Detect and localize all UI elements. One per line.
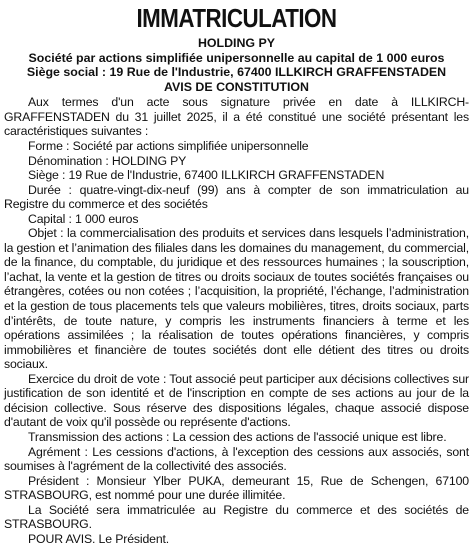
seat-line: Siège : 19 Rue de l'Industrie, 67400 ILLKIRCH GRAFFENSTADEN (28, 168, 385, 183)
purpose-paragraph: Objet : la commercialisation des produits et services dans lesquels l’administration, la gestion et l’animation des filiales dans les domaines du management, du commercial, de la finance, du comptable, du juridique et des ressources humaines ; la souscription, l’achat, la vente et la gestion de titres ou droits sociaux de toutes sociétés françaises ou étrangères, cotées ou non cotées ; l’acquisition, la propriété, l’échange, l’administration et la gestion de tous placements tels que valeurs mobilières, titres, droits sociaux, parts d’intérêts, de toute nature, y compris les instruments financiers à terme et les opérations assimilées ; la réalisation de toutes opérations financières, y compris immobilières et financière de toutes sociétés dont elle détient des titres ou droits sociaux. (4, 226, 469, 372)
head-office: Siège social : 19 Rue de l'Industrie, 67400 ILLKIRCH GRAFFENSTADEN (26, 65, 447, 80)
legal-form: Société par actions simplifiée unipersonnelle au capital de 1 000 euros (28, 50, 445, 65)
president-paragraph: Président : Monsieur Ylber PUKA, demeurant 15, Rue de Schengen, 67100 STRASBOURG, est nommé pour une durée illimitée. (4, 473, 469, 503)
page-title: IMMATRICULATION (136, 3, 337, 33)
form-line: Forme : Société par actions simplifiée unipersonnelle (28, 139, 309, 154)
notice-type: AVIS DE CONSTITUTION (163, 79, 310, 94)
intro-paragraph: Aux termes d'un acte sous signature privée en date à ILLKIRCH-GRAFFENSTADEN du 31 juillet 2025, il a été constitué une société présentant les caractéristiques suivantes : (4, 95, 469, 139)
company-name: HOLDING PY (197, 36, 276, 50)
registration-paragraph: La Société sera immatriculée au Registre du commerce et des sociétés de STRASBOURG. (4, 502, 469, 532)
signature-line: POUR AVIS. Le Président. (28, 531, 170, 546)
voting-rights-paragraph: Exercice du droit de vote : Tout associé peut participer aux décisions collectives sur justification de son identité et de l'inscription en compte de ses actions au jour de la décision collective. Sous réserve des dispositions légales, chaque associé dispose d'autant de voix qu'il possède ou représente d'actions. (4, 371, 469, 430)
duration-paragraph: Durée : quatre-vingt-dix-neuf (99) ans à compter de son immatriculation au Registre du commerce et des sociétés (4, 182, 469, 212)
share-transfer-line: Transmission des actions : La cession des actions de l'associé unique est libre. (28, 429, 447, 444)
denomination-line: Dénomination : HOLDING PY (28, 153, 187, 168)
capital-line: Capital : 1 000 euros (28, 211, 139, 226)
approval-paragraph: Agrément : Les cessions d'actions, à l'exception des cessions aux associés, sont soumises à l'agrément de la collectivité des associés. (4, 444, 469, 474)
notice-body (4, 95, 469, 546)
